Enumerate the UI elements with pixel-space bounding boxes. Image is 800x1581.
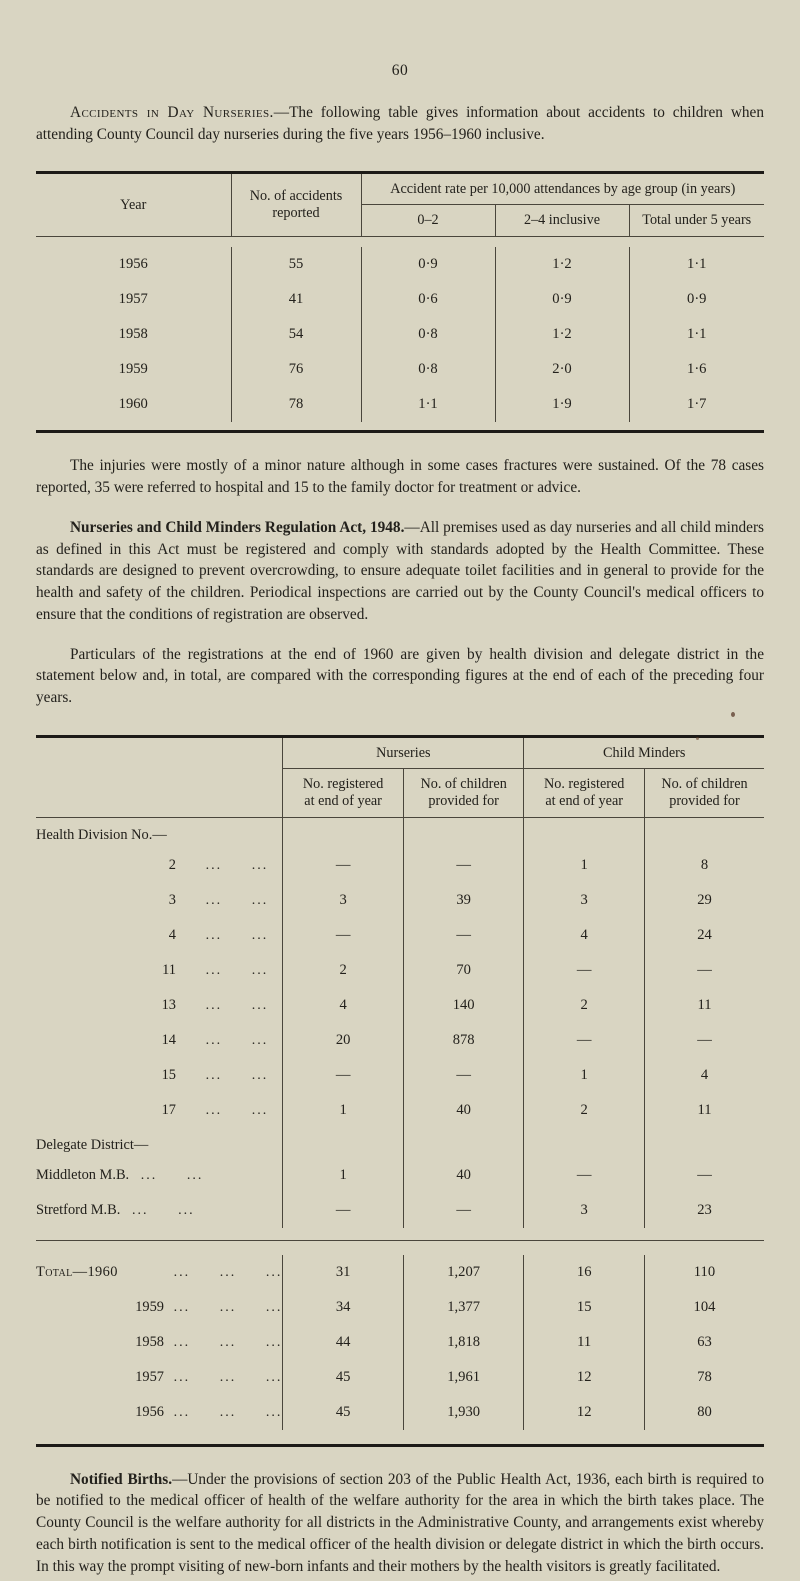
leader-dots: ...: [265, 1299, 283, 1315]
cell-reported: 76: [231, 352, 361, 387]
leader-dots: ...: [265, 1334, 283, 1350]
header-minders-registered-line1: No. registered: [544, 775, 625, 792]
row-label-division: [36, 953, 283, 988]
section-row-delegate-district: [36, 1128, 764, 1158]
row-label-division: [36, 848, 283, 883]
cell-empty: [283, 1128, 404, 1158]
table-row: [36, 352, 764, 387]
leader-dots: ...: [178, 1202, 195, 1218]
cell-age-0-2: 0·8: [361, 317, 495, 352]
table-row-total: [36, 1255, 764, 1290]
leader-dots: ...: [131, 1202, 149, 1218]
year-label: 1959: [135, 1298, 164, 1315]
division-number: 13: [161, 996, 176, 1013]
registrations-table: [36, 738, 764, 1444]
cell-nurseries-registered: 45: [283, 1360, 404, 1395]
leader-dots: ...: [173, 1369, 191, 1385]
cell-age-2-4: 1·2: [495, 247, 629, 282]
leader-dots: ...: [205, 892, 223, 908]
notified-births-paragraph: [36, 1469, 764, 1578]
row-label-delegate: [36, 1158, 283, 1193]
cell-empty: [283, 818, 404, 848]
cell-nurseries-registered: 2: [283, 953, 404, 988]
cell-nurseries-children: 1,930: [403, 1395, 524, 1430]
cell-age-2-4: 1·9: [495, 387, 629, 422]
table-row: [36, 1360, 764, 1395]
row-label-year: [36, 1360, 283, 1395]
ink-speck-artifact: [731, 712, 735, 717]
cell-reported: 78: [231, 387, 361, 422]
row-label-year: [36, 1395, 283, 1430]
cell-nurseries-children: 878: [403, 1023, 524, 1058]
header-minders-children-line1: No. of children: [661, 775, 748, 792]
year-label: 1956: [135, 1403, 164, 1420]
leader-dots: ...: [251, 1102, 269, 1118]
header-group-child-minders: Child Minders: [524, 738, 764, 769]
header-age-0-2: 0–2: [361, 205, 495, 237]
cell-minders-children: 110: [644, 1255, 764, 1290]
cell-minders-registered: 1: [524, 848, 645, 883]
cell-nurseries-registered: 3: [283, 883, 404, 918]
delegate-name: Middleton M.B.: [36, 1166, 130, 1183]
accidents-table: [36, 174, 764, 430]
table-row: [36, 387, 764, 422]
cell-nurseries-registered: 45: [283, 1395, 404, 1430]
cell-reported: 55: [231, 247, 361, 282]
cell-year: 1958: [118, 326, 148, 343]
table-row: [36, 918, 764, 953]
table-row: [36, 247, 764, 282]
leader-dots: ...: [205, 927, 223, 943]
injuries-paragraph: The injuries were mostly of a minor nature although in some cases fractures were sustained. Of the 78 cases reported, 35 were referred to hospital and 15 to the family doctor for treatment or advice.: [36, 457, 764, 497]
header-nurseries-registered-line1: No. registered: [302, 775, 384, 792]
registrations-table-head: [36, 738, 764, 818]
header-minders-children: [644, 768, 764, 817]
cell-nurseries-registered: 4: [283, 988, 404, 1023]
cell-year: 1957: [118, 291, 148, 308]
leader-dots: ...: [219, 1334, 237, 1350]
cell-total: 1·1: [629, 317, 764, 352]
cell-minders-children: 78: [644, 1360, 764, 1395]
table-row: [36, 1290, 764, 1325]
cell-minders-children: 23: [644, 1193, 764, 1228]
header-nurseries-children-line2: provided for: [428, 792, 499, 809]
cell-minders-registered: 3: [524, 883, 645, 918]
cell-minders-registered: 1: [524, 1058, 645, 1093]
cell-minders-children: 8: [644, 848, 764, 883]
cell-age-0-2: 0·6: [361, 282, 495, 317]
accidents-intro-text: The following table gives information about accidents to children when attending County Council day nurseries during the five years 1956–1960 inclusive.: [36, 104, 764, 143]
leader-dots: ...: [251, 857, 269, 873]
cell-nurseries-children: 39: [403, 883, 524, 918]
header-accidents-reported-line2: reported: [272, 205, 320, 222]
leader-dots: ...: [205, 1102, 223, 1118]
cell-minders-registered: —: [524, 1158, 645, 1193]
cell-reported: 54: [231, 317, 361, 352]
table-row: [36, 1058, 764, 1093]
leader-dots: ...: [219, 1264, 237, 1280]
header-minders-children-line2: provided for: [669, 792, 740, 809]
header-accidents-reported-line1: No. of accidents: [249, 188, 343, 205]
row-label-delegate: [36, 1193, 283, 1228]
cell-nurseries-registered: 1: [283, 1093, 404, 1128]
cell-year: 1959: [118, 361, 148, 378]
cell-total: 1·6: [629, 352, 764, 387]
cell-nurseries-registered: —: [283, 1193, 404, 1228]
cell-minders-registered: 3: [524, 1193, 645, 1228]
cell-minders-children: 24: [644, 918, 764, 953]
row-label-division: [36, 1058, 283, 1093]
row-label-total: [36, 1255, 283, 1290]
cell-age-2-4: 2·0: [495, 352, 629, 387]
cell-nurseries-children: 1,818: [403, 1325, 524, 1360]
leader-dots: ...: [173, 1334, 191, 1350]
cell-nurseries-children: 40: [403, 1093, 524, 1128]
header-age-2-4: 2–4 inclusive: [495, 205, 629, 237]
year-label: 1958: [135, 1333, 164, 1350]
cell-minders-children: —: [644, 1023, 764, 1058]
header-nurseries-children-line1: No. of children: [420, 775, 507, 792]
row-label-division: [36, 918, 283, 953]
cell-nurseries-children: —: [403, 848, 524, 883]
cell-nurseries-children: 1,377: [403, 1290, 524, 1325]
row-label-division: [36, 883, 283, 918]
ink-speck-artifact: [696, 737, 699, 740]
notified-births-heading: Notified Births.: [70, 1470, 173, 1488]
cell-empty: [403, 818, 524, 848]
header-nurseries-registered: [283, 768, 404, 817]
delegate-name: Stretford M.B.: [36, 1201, 121, 1218]
cell-nurseries-registered: 31: [283, 1255, 404, 1290]
cell-minders-children: —: [644, 1158, 764, 1193]
cell-minders-children: 4: [644, 1058, 764, 1093]
cell-nurseries-children: 1,961: [403, 1360, 524, 1395]
cell-age-0-2: 0·8: [361, 352, 495, 387]
leader-dots: ...: [251, 997, 269, 1013]
header-nurseries-children: [403, 768, 524, 817]
cell-minders-children: 11: [644, 988, 764, 1023]
leader-dots: ...: [173, 1264, 191, 1280]
cell-empty: [644, 818, 764, 848]
division-number: 11: [162, 961, 176, 978]
cell-empty: [524, 1128, 645, 1158]
leader-dots: ...: [205, 1067, 223, 1083]
cell-total: 0·9: [629, 282, 764, 317]
accidents-intro-paragraph: [36, 102, 764, 145]
cell-year: 1956: [118, 256, 148, 273]
cell-nurseries-children: —: [403, 918, 524, 953]
cell-minders-children: 29: [644, 883, 764, 918]
leader-dots: ...: [251, 1067, 269, 1083]
cell-empty: [524, 818, 645, 848]
page-content: [36, 62, 764, 1581]
cell-minders-registered: —: [524, 953, 645, 988]
header-accidents-reported: [231, 174, 361, 236]
section-row-health-division: [36, 818, 764, 848]
row-label-year: [36, 1325, 283, 1360]
table-row: [36, 1093, 764, 1128]
cell-empty: [644, 1128, 764, 1158]
cell-minders-registered: 15: [524, 1290, 645, 1325]
row-label-year: [36, 1290, 283, 1325]
leader-dots: ...: [173, 1299, 191, 1315]
cell-minders-registered: 12: [524, 1360, 645, 1395]
division-number: 3: [168, 891, 176, 908]
table-row: [36, 282, 764, 317]
table-row: [36, 1158, 764, 1193]
regulation-act-heading: Nurseries and Child Minders Regulation Act, 1948.: [70, 518, 405, 536]
particulars-paragraph: Particulars of the registrations at the end of 1960 are given by health division and delegate district in the statement below and, in total, are compared with the corresponding figures at the end of each of the preceding four years.: [36, 645, 764, 706]
row-label-division: [36, 1093, 283, 1128]
leader-dots: ...: [140, 1167, 158, 1183]
cell-nurseries-registered: 1: [283, 1158, 404, 1193]
registrations-table-body: [36, 818, 764, 1444]
cell-age-0-2: 1·1: [361, 387, 495, 422]
division-number: 15: [161, 1066, 176, 1083]
row-label-division: [36, 1023, 283, 1058]
cell-nurseries-children: 140: [403, 988, 524, 1023]
leader-dots: ...: [173, 1404, 191, 1420]
leader-dots: ...: [186, 1167, 204, 1183]
leader-dots: ...: [219, 1404, 237, 1420]
cell-minders-registered: 2: [524, 1093, 645, 1128]
cell-reported: 41: [231, 282, 361, 317]
cell-minders-registered: 4: [524, 918, 645, 953]
cell-minders-registered: 11: [524, 1325, 645, 1360]
total-label: Total—1960: [36, 1263, 118, 1280]
leader-dots: ...: [205, 962, 223, 978]
leader-dots: ...: [219, 1369, 237, 1385]
leader-dots: ...: [219, 1299, 237, 1315]
cell-minders-registered: —: [524, 1023, 645, 1058]
table-row: [36, 1395, 764, 1430]
header-accident-rate-group: Accident rate per 10,000 attendances by age group (in years): [361, 174, 764, 205]
regulation-act-paragraph: [36, 517, 764, 626]
row-label-division: [36, 988, 283, 1023]
accidents-heading: Accidents in Day Nurseries.: [70, 104, 274, 121]
header-minders-registered-line2: at end of year: [545, 792, 623, 809]
table-row: [36, 1023, 764, 1058]
cell-nurseries-children: 40: [403, 1158, 524, 1193]
notified-births-text: Under the provisions of section 203 of the Public Health Act, 1936, each birth is required to be notified to the medical officer of health of the welfare authority for the area in which the birth takes place. The County Council is the welfare authority for all districts in the Administrative County, and arrangements exist whereby each birth notification is sent to the medical officer of the health division or delegate district in which the birth occurs. In this way the prompt visiting of new-born infants and their mothers by the health visitors is greatly facilitated.: [36, 1470, 764, 1575]
table-row: [36, 953, 764, 988]
cell-minders-registered: 2: [524, 988, 645, 1023]
division-number: 2: [168, 856, 176, 873]
leader-dots: ...: [205, 857, 223, 873]
table-row: [36, 1193, 764, 1228]
accidents-table-head: [36, 174, 764, 247]
table-row: [36, 988, 764, 1023]
accidents-table-body: [36, 247, 764, 430]
table-row: [36, 883, 764, 918]
leader-dots: ...: [251, 1032, 269, 1048]
leader-dots: ...: [251, 927, 269, 943]
division-number: 17: [161, 1101, 176, 1118]
section-label-delegate-district: Delegate District—: [36, 1136, 149, 1153]
division-number: 4: [168, 926, 176, 943]
cell-nurseries-registered: 34: [283, 1290, 404, 1325]
leader-dots: ...: [265, 1404, 283, 1420]
header-nurseries-registered-line2: at end of year: [304, 792, 382, 809]
cell-empty: [403, 1128, 524, 1158]
leader-dots: ...: [205, 997, 223, 1013]
cell-nurseries-children: —: [403, 1193, 524, 1228]
header-minders-registered: [524, 768, 645, 817]
notified-births-dash: —: [172, 1470, 188, 1488]
leader-dots: ...: [251, 962, 269, 978]
regulation-act-text: All premises used as day nurseries and all child minders as defined in this Act must be registered and comply with standards adopted by the Health Committee. These standards are designed to prevent overcrowding, to ensure adequate toilet facilities and in general to provide for the health and safety of the children. Periodical inspections are carried out by the County Council's medical officers to ensure that the conditions of registration are observed.: [36, 518, 764, 623]
leader-dots: ...: [265, 1264, 283, 1280]
cell-nurseries-children: 70: [403, 953, 524, 988]
table-row: [36, 1325, 764, 1360]
cell-total: 1·1: [629, 247, 764, 282]
cell-nurseries-children: 1,207: [403, 1255, 524, 1290]
page-number: 60: [391, 62, 409, 79]
section-label-health-division: Health Division No.—: [36, 826, 167, 843]
cell-nurseries-registered: —: [283, 848, 404, 883]
cell-age-2-4: 0·9: [495, 282, 629, 317]
cell-nurseries-registered: 44: [283, 1325, 404, 1360]
table-row: [36, 317, 764, 352]
leader-dots: ...: [205, 1032, 223, 1048]
table-row: [36, 848, 764, 883]
cell-minders-registered: 16: [524, 1255, 645, 1290]
year-label: 1957: [135, 1368, 164, 1385]
cell-year: 1960: [118, 396, 148, 413]
header-group-nurseries: Nurseries: [283, 738, 524, 769]
cell-nurseries-children: —: [403, 1058, 524, 1093]
cell-minders-registered: 12: [524, 1395, 645, 1430]
leader-dots: ...: [265, 1369, 283, 1385]
cell-minders-children: 80: [644, 1395, 764, 1430]
header-total-under-5: Total under 5 years: [629, 205, 764, 237]
cell-minders-children: 63: [644, 1325, 764, 1360]
cell-age-0-2: 0·9: [361, 247, 495, 282]
cell-minders-children: 11: [644, 1093, 764, 1128]
division-number: 14: [161, 1031, 176, 1048]
cell-age-2-4: 1·2: [495, 317, 629, 352]
cell-nurseries-registered: —: [283, 918, 404, 953]
header-spacer: [36, 738, 283, 817]
cell-minders-children: 104: [644, 1290, 764, 1325]
cell-minders-children: —: [644, 953, 764, 988]
header-year: Year: [120, 196, 147, 213]
leader-dots: ...: [251, 892, 269, 908]
cell-nurseries-registered: —: [283, 1058, 404, 1093]
regulation-act-dash: —: [404, 518, 420, 536]
cell-total: 1·7: [629, 387, 764, 422]
cell-nurseries-registered: 20: [283, 1023, 404, 1058]
accidents-heading-dash: —: [273, 104, 290, 121]
